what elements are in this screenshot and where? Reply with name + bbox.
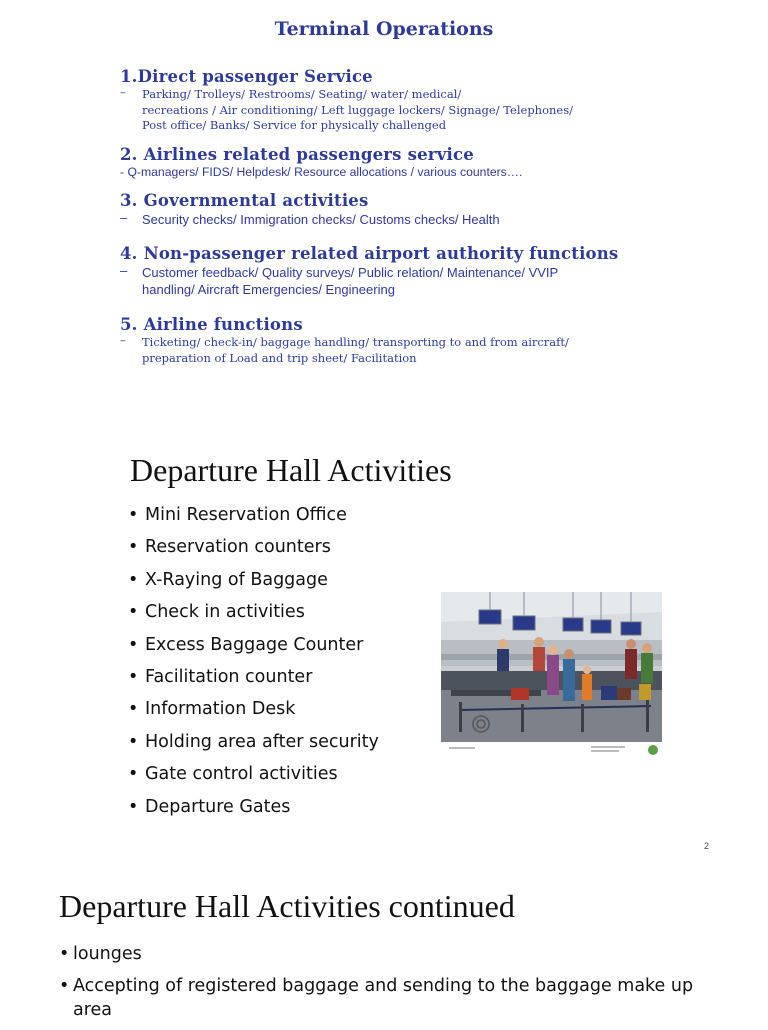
section-heading: 2. Airlines related passengers service: [120, 145, 474, 164]
section-heading: 3. Governmental activities: [120, 191, 369, 210]
section-line: Ticketing/ check-in/ baggage handling/ transporting to and from aircraft/: [142, 335, 569, 349]
section-airlines-passenger-service: [120, 145, 720, 181]
section-line: preparation of Load and trip sheet/ Facilitation: [142, 350, 417, 365]
section-line: Post office/ Banks/ Service for physically challenged: [142, 118, 447, 132]
section-direct-passenger-service: [120, 67, 720, 134]
slide-title: Departure Hall Activities: [130, 452, 452, 488]
page-number: 2: [704, 841, 710, 851]
section-non-passenger-functions: [120, 244, 720, 298]
dash-marker: –: [120, 85, 126, 99]
check-in-counter-illustration: [441, 592, 662, 760]
slide-title: Terminal Operations: [274, 18, 494, 40]
section-body: [120, 211, 720, 228]
dash-marker: –: [120, 333, 126, 347]
list-item: • Excess Baggage Counter: [128, 634, 364, 655]
list-item: • Accepting of registered baggage and sending to the baggage make up area: [59, 976, 694, 1020]
list-item: • Information Desk: [128, 699, 296, 720]
activity-list: [128, 502, 379, 826]
section-line: - Q-managers/ FIDS/ Helpdesk/ Resource allocations / various counters….: [120, 165, 523, 179]
section-governmental-activities: [120, 191, 720, 228]
section-body: [120, 87, 720, 134]
section-heading: 5. Airline functions: [120, 315, 303, 334]
section-line: Security checks/ Immigration checks/ Customs checks/ Health: [142, 212, 500, 227]
slide-departure-hall-continued: [0, 870, 768, 1024]
list-item: • Holding area after security: [128, 731, 379, 752]
dash-marker: –: [120, 210, 128, 225]
section-heading: 4. Non-passenger related airport authority functions: [120, 244, 619, 263]
section-body: [120, 335, 720, 366]
section-line: recreations / Air conditioning/ Left luggage lockers/ Signage/ Telephones/: [142, 102, 574, 117]
dash-marker: –: [120, 263, 128, 278]
activity-list: [59, 942, 699, 1030]
list-item: • Mini Reservation Office: [128, 505, 347, 525]
section-body: [120, 264, 720, 298]
section-airline-functions: [120, 315, 720, 366]
slide-title: Departure Hall Activities continued: [59, 888, 515, 924]
list-item: • Facilitation counter: [128, 666, 313, 687]
slide-terminal-operations: [0, 0, 768, 400]
section-body: [120, 165, 720, 181]
list-item: • Reservation counters: [128, 537, 331, 558]
list-item: • Check in activities: [128, 602, 305, 623]
list-item: • Departure Gates: [128, 796, 291, 817]
section-heading: 1.Direct passenger Service: [120, 67, 373, 86]
section-line: Parking/ Trolleys/ Restrooms/ Seating/ water/ medical/: [142, 87, 462, 101]
section-line: Customer feedback/ Quality surveys/ Public relation/ Maintenance/ VVIP: [142, 265, 559, 280]
list-item: • lounges: [59, 944, 142, 964]
section-line: handling/ Aircraft Emergencies/ Engineering: [142, 282, 395, 297]
list-item: • X-Raying of Baggage: [128, 569, 328, 590]
list-item: • Gate control activities: [128, 764, 338, 785]
slide-departure-hall-activities: [0, 430, 768, 860]
